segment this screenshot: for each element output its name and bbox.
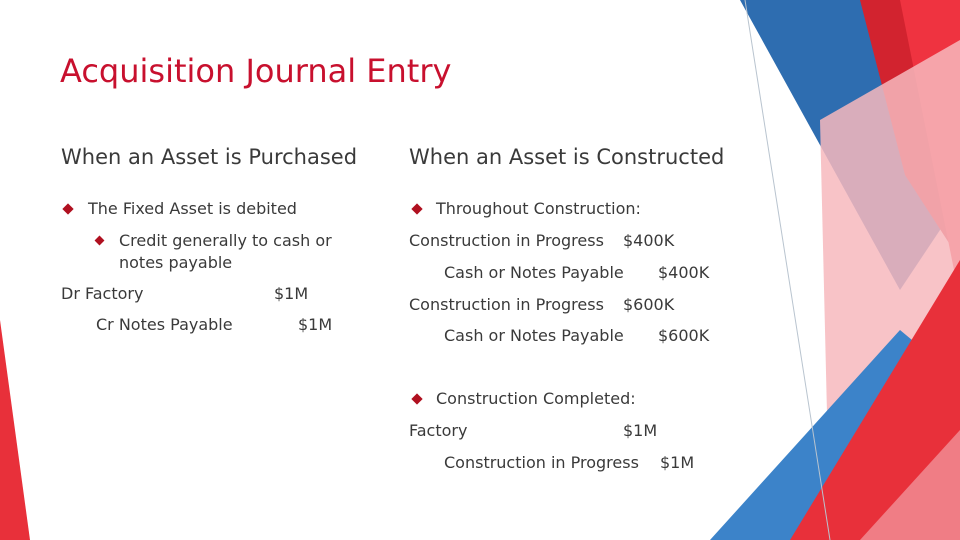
entry-debit-amount: $1M [274, 284, 309, 303]
entry-credit-amount: $1M [298, 315, 333, 334]
right-bullet1-text: Throughout Construction: [436, 199, 641, 218]
journal-entry-account: Cash or Notes Payable [444, 326, 624, 345]
entry-credit-account: Cr Notes Payable [96, 315, 233, 334]
right-bullet2-text: Construction Completed: [436, 389, 636, 408]
final-entry-account: Factory [409, 421, 468, 440]
journal-entry-account: Construction in Progress [409, 295, 604, 314]
journal-entry-amount: $400K [623, 231, 675, 250]
left-heading: When an Asset is Purchased [61, 145, 358, 169]
journal-entry-amount: $400K [658, 263, 710, 282]
left-sub-bullet-text: Credit generally to cash or notes payable [119, 231, 332, 272]
entry-debit-account: Dr Factory [61, 284, 144, 303]
final-entry-amount: $1M [623, 421, 658, 440]
final-entry-account: Construction in Progress [444, 453, 639, 472]
journal-entry-account: Construction in Progress [409, 231, 604, 250]
journal-entry-amount: $600K [623, 295, 675, 314]
final-entry-amount: $1M [660, 453, 695, 472]
slide-title: Acquisition Journal Entry [60, 52, 452, 90]
right-heading: When an Asset is Constructed [409, 145, 725, 169]
left-bullet-text: The Fixed Asset is debited [88, 199, 297, 218]
journal-entry-amount: $600K [658, 326, 710, 345]
journal-entry-account: Cash or Notes Payable [444, 263, 624, 282]
left-red-shape [0, 320, 30, 540]
